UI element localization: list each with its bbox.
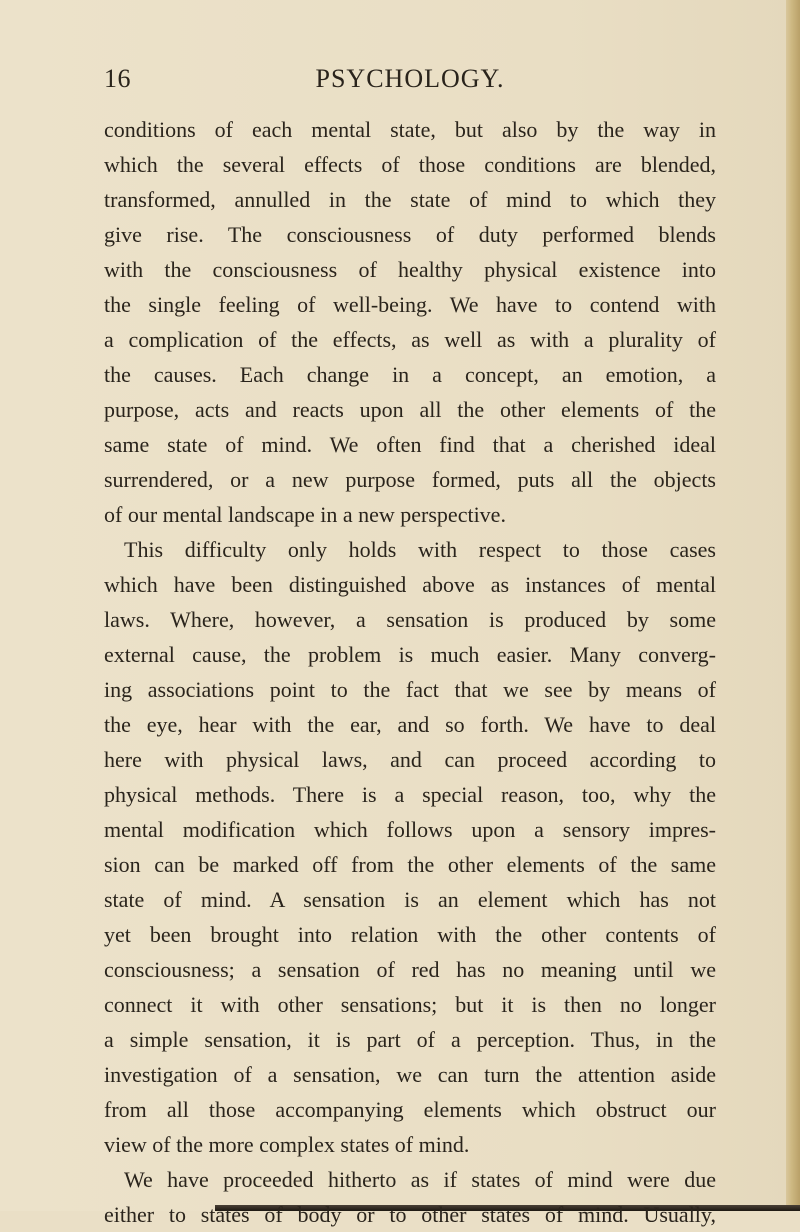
page-number: 16	[104, 64, 131, 93]
text-line: here with physical laws, and can proceed according to	[104, 747, 716, 772]
text-line: the causes. Each change in a concept, an emotion, a	[104, 362, 716, 387]
text-line: with the consciousness of healthy physical existence into	[104, 257, 716, 282]
text-line: transformed, annulled in the state of mind to which they	[104, 187, 716, 212]
paragraph-start-line: We have proceeded hitherto as if states of mind were due	[124, 1167, 716, 1192]
text-line: the eye, hear with the ear, and so forth. We have to deal	[104, 712, 716, 737]
text-line: sion can be marked off from the other elements of the same	[104, 852, 716, 877]
text-line: laws. Where, however, a sensation is produced by some	[104, 607, 716, 632]
text-line: purpose, acts and reacts upon all the other elements of the	[104, 397, 716, 422]
text-line: mental modification which follows upon a sensory impres-	[104, 817, 716, 842]
text-line: a simple sensation, it is part of a perception. Thus, in the	[104, 1027, 716, 1052]
text-line: external cause, the problem is much easier. Many converg-	[104, 642, 716, 667]
page-edge-shadow	[786, 0, 800, 1211]
text-line: same state of mind. We often find that a cherished ideal	[104, 432, 716, 457]
page-header	[104, 64, 716, 100]
text-line: which the several effects of those conditions are blended,	[104, 152, 716, 177]
text-line: a complication of the effects, as well as with a plurality of	[104, 327, 716, 352]
text-line: surrendered, or a new purpose formed, puts all the objects	[104, 467, 716, 492]
running-head: PSYCHOLOGY.	[315, 64, 505, 93]
text-line: consciousness; a sensation of red has no meaning until we	[104, 957, 716, 982]
text-line: which have been distinguished above as instances of mental	[104, 572, 716, 597]
text-line: yet been brought into relation with the other contents of	[104, 922, 716, 947]
text-line: give rise. The consciousness of duty performed blends	[104, 222, 716, 247]
text-line: the single feeling of well-being. We have to contend with	[104, 292, 716, 317]
body-text	[104, 112, 716, 1232]
text-line: physical methods. There is a special reason, too, why the	[104, 782, 716, 807]
text-line: either to states of body or to other states of mind. Usually,	[104, 1202, 716, 1227]
text-line: connect it with other sensations; but it is then no longer	[104, 992, 716, 1017]
text-line: investigation of a sensation, we can turn the attention aside	[104, 1062, 716, 1087]
text-line: state of mind. A sensation is an element which has not	[104, 887, 716, 912]
text-line: from all those accompanying elements which obstruct our	[104, 1097, 716, 1122]
text-line: conditions of each mental state, but also by the way in	[104, 117, 716, 142]
text-line: of our mental landscape in a new perspective.	[104, 502, 506, 527]
paragraph-start-line: This difficulty only holds with respect to those cases	[124, 537, 716, 562]
text-line: view of the more complex states of mind.	[104, 1132, 470, 1157]
text-line: ing associations point to the fact that we see by means of	[104, 677, 716, 702]
